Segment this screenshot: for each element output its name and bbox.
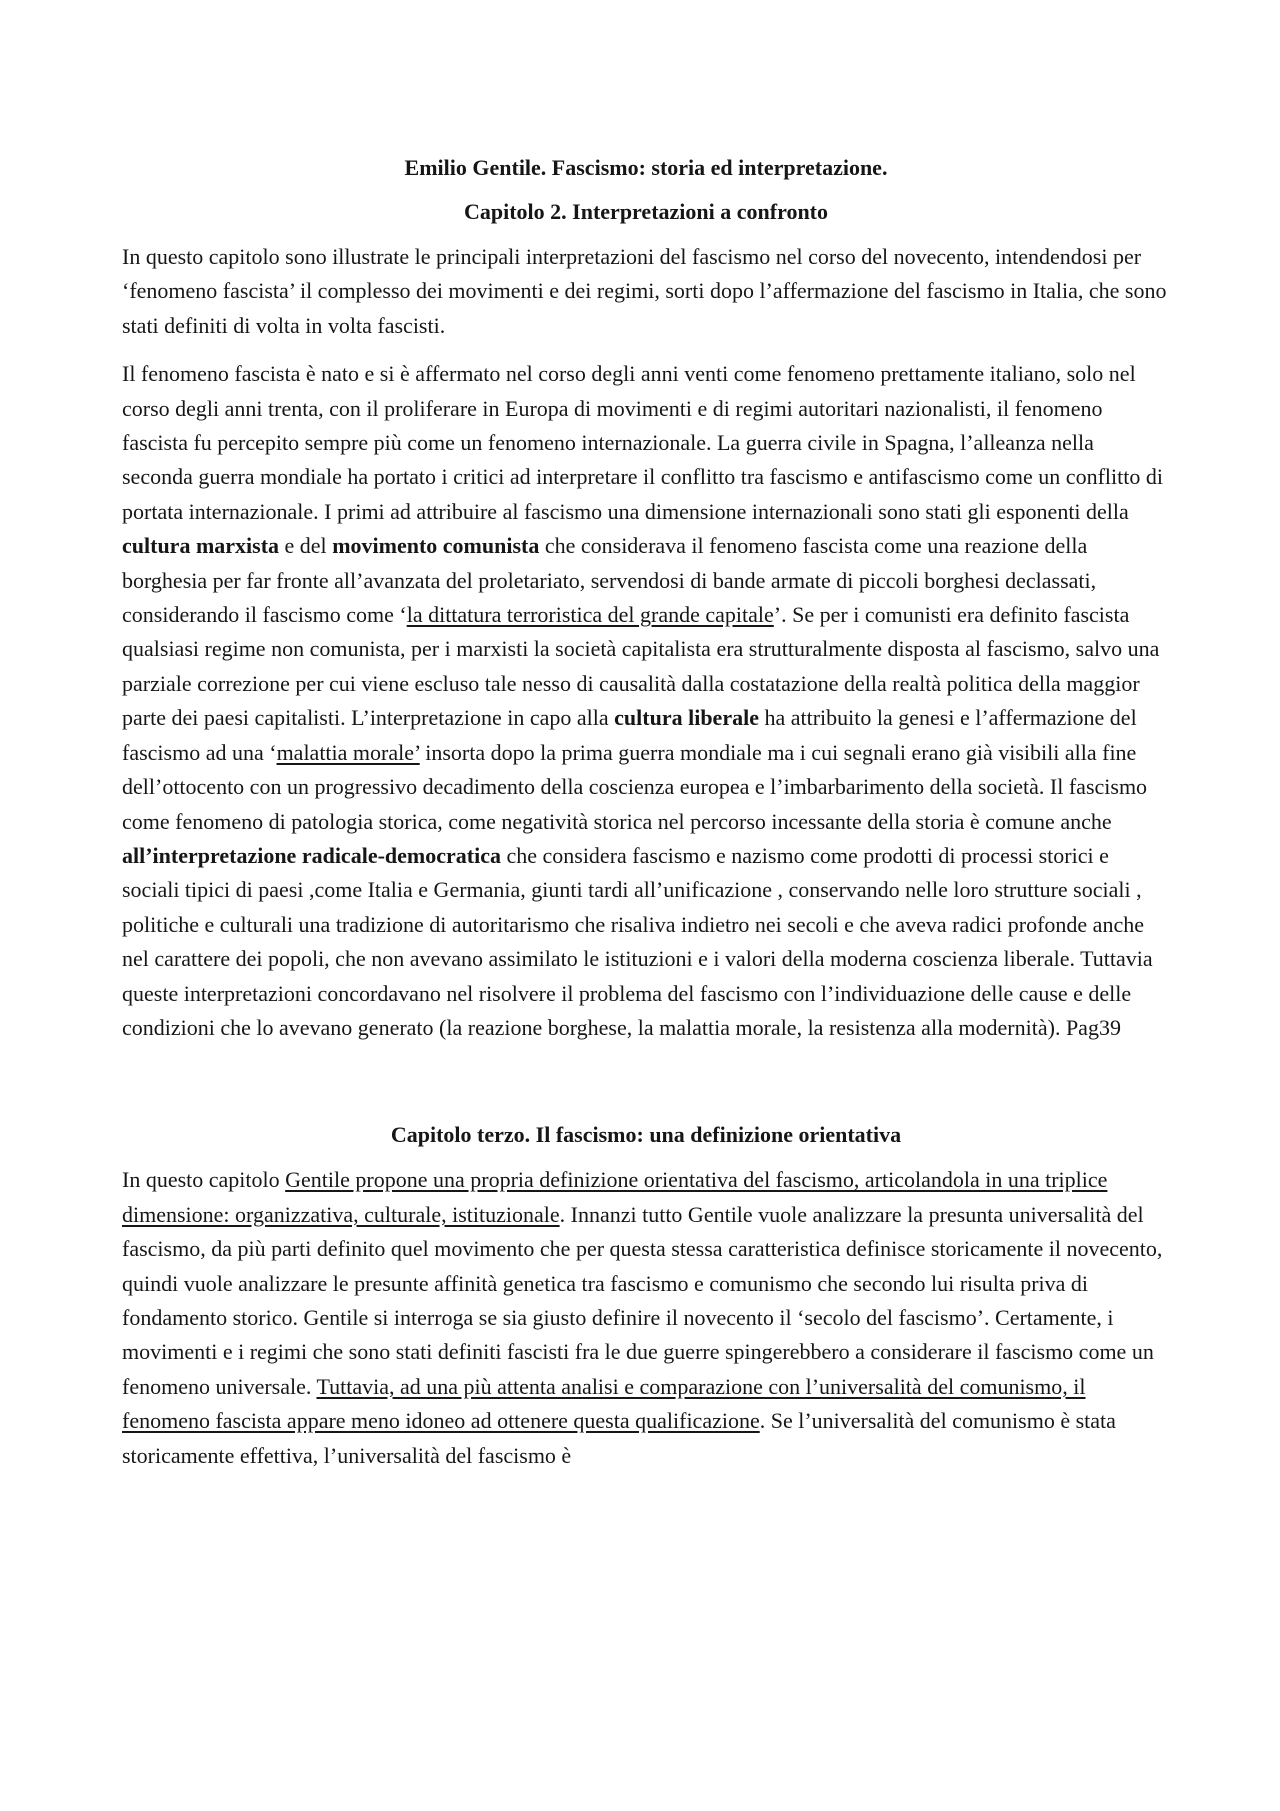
bold-term-liberal-culture: cultura liberale xyxy=(614,705,759,731)
chapter-2-heading: Capitolo 2. Interpretazioni a confronto xyxy=(464,199,828,224)
chapter-2-paragraph-1: In questo capitolo sono illustrate le principali interpretazioni del fascismo nel corso del novecento, intendendosi per ‘fenomeno fascista’ il complesso dei movimenti e dei regimi, sorti dopo l’affermazione del fascismo in Italia, che sono stati definiti di volta in volta fascisti. xyxy=(122,244,1167,338)
text-run: In questo capitolo xyxy=(122,1167,286,1193)
chapter-3-paragraph-1 xyxy=(122,1163,1170,1473)
text-run: . Innanzi tutto Gentile vuole analizzare la presunta universalità del fascismo, da più parti definito quel movimento che per questa stessa caratteristica definisce storicamente il novecento, quindi vuole analizzare le presunte affinità genetica tra fascismo e comunismo che secondo lui risulta priva di fondamento storico. Gentile si interroga se sia giusto definire il novecento il ‘secolo del fascismo’. Certamente, i movimenti e i regimi che sono stati definiti fascisti fra le due guerre spingerebbero a considerare il fascismo come un fenomeno universale. xyxy=(122,1201,1163,1399)
document-title: Emilio Gentile. Fascismo: storia ed interpretazione. xyxy=(404,155,888,180)
text-run: che considera fascismo e nazismo come prodotti di processi storici e sociali tipici di paesi ,come Italia e Germania, giunti tardi all’unificazione , conservando nelle loro strutture sociali , politiche e culturali una tradizione di autoritarismo che risaliva indietro nei secoli e che aveva radici profonde anche nel carattere dei popoli, che non avevano assimilato le istituzioni e i valori della moderna coscienza liberale. Tuttavia queste interpretazioni concordavano nel risolvere il problema del fascismo con l’individuazione delle cause e delle condizioni che lo avevano generato (la reazione borghese, la malattia morale, la resistenza alla modernità). Pag39 xyxy=(122,842,1153,1040)
text-run: . Se l’universalità del comunismo è stata storicamente effettiva, l’universalità del fascismo è xyxy=(122,1408,1116,1468)
bold-term-communist-movement: movimento comunista xyxy=(332,533,540,559)
underlined-passage-definition: Gentile propone una propria definizione orientativa del fascismo, articolandola in una triplice dimensione: organizzativa, culturale, istituzionale xyxy=(122,1167,1108,1227)
text-run: ’. Se per i comunisti era definito fascista qualsiasi regime non comunista, per i marxisti la società capitalista era strutturalmente disposta al fascismo, salvo una parziale correzione per cui viene escluso tale nesso di causalità dalla costatazione della realtà politica della maggior parte dei paesi capitalisti. L’interpretazione in capo alla xyxy=(122,602,1160,731)
text-run: e del xyxy=(279,533,333,559)
text-run: Il fenomeno fascista è nato e si è affermato nel corso degli anni venti come fenomeno prettamente italiano, solo nel corso degli anni trenta, con il proliferare in Europa di movimenti e di regimi autoritari nazionalisti, il fenomeno fascista fu percepito sempre più come un fenomeno internazionale. La guerra civile in Spagna, l’alleanza nella seconda guerra mondiale ha portato i critici ad interpretare il conflitto tra fascismo e antifascismo come un conflitto di portata internazionale. I primi ad attribuire al fascismo una dimensione internazionali sono stati gli esponenti della xyxy=(122,361,1163,524)
underlined-quote-terroristic-dictatorship: la dittatura terroristica del grande capitale xyxy=(406,602,774,628)
text-run: che considerava il fenomeno fascista come una reazione della borghesia per far fronte all’avanzata del proletariato, servendosi di bande armate di piccoli borghesi declassati, considerando il fascismo come ‘ xyxy=(122,533,1097,628)
underlined-quote-moral-illness: malattia morale’ xyxy=(276,739,420,765)
document-page xyxy=(122,152,1170,1487)
bold-term-radical-democratic: all’interpretazione radicale-democratica xyxy=(122,842,501,868)
chapter-3-heading: Capitolo terzo. Il fascismo: una definizione orientativa xyxy=(390,1122,902,1148)
chapter-2-paragraph-2 xyxy=(122,357,1170,1045)
underlined-passage-comparison: Tuttavia, ad una più attenta analisi e comparazione con l’universalità del comunismo, il fenomeno fascista appare meno idoneo ad ottenere questa qualificazione xyxy=(122,1373,1086,1434)
bold-term-marxist-culture: cultura marxista xyxy=(122,533,280,559)
text-run: ha attribuito la genesi e l’affermazione del fascismo ad una ‘ xyxy=(122,705,1137,765)
section-spacer xyxy=(122,1059,1170,1119)
text-run: insorta dopo la prima guerra mondiale ma i cui segnali erano già visibili alla fine dell’ottocento con un progressivo decadimento della coscienza europea e l’imbarbarimento della società. Il fascismo come fenomeno di patologia storica, come negatività storica nel percorso incessante della storia è comune anche xyxy=(122,739,1148,834)
